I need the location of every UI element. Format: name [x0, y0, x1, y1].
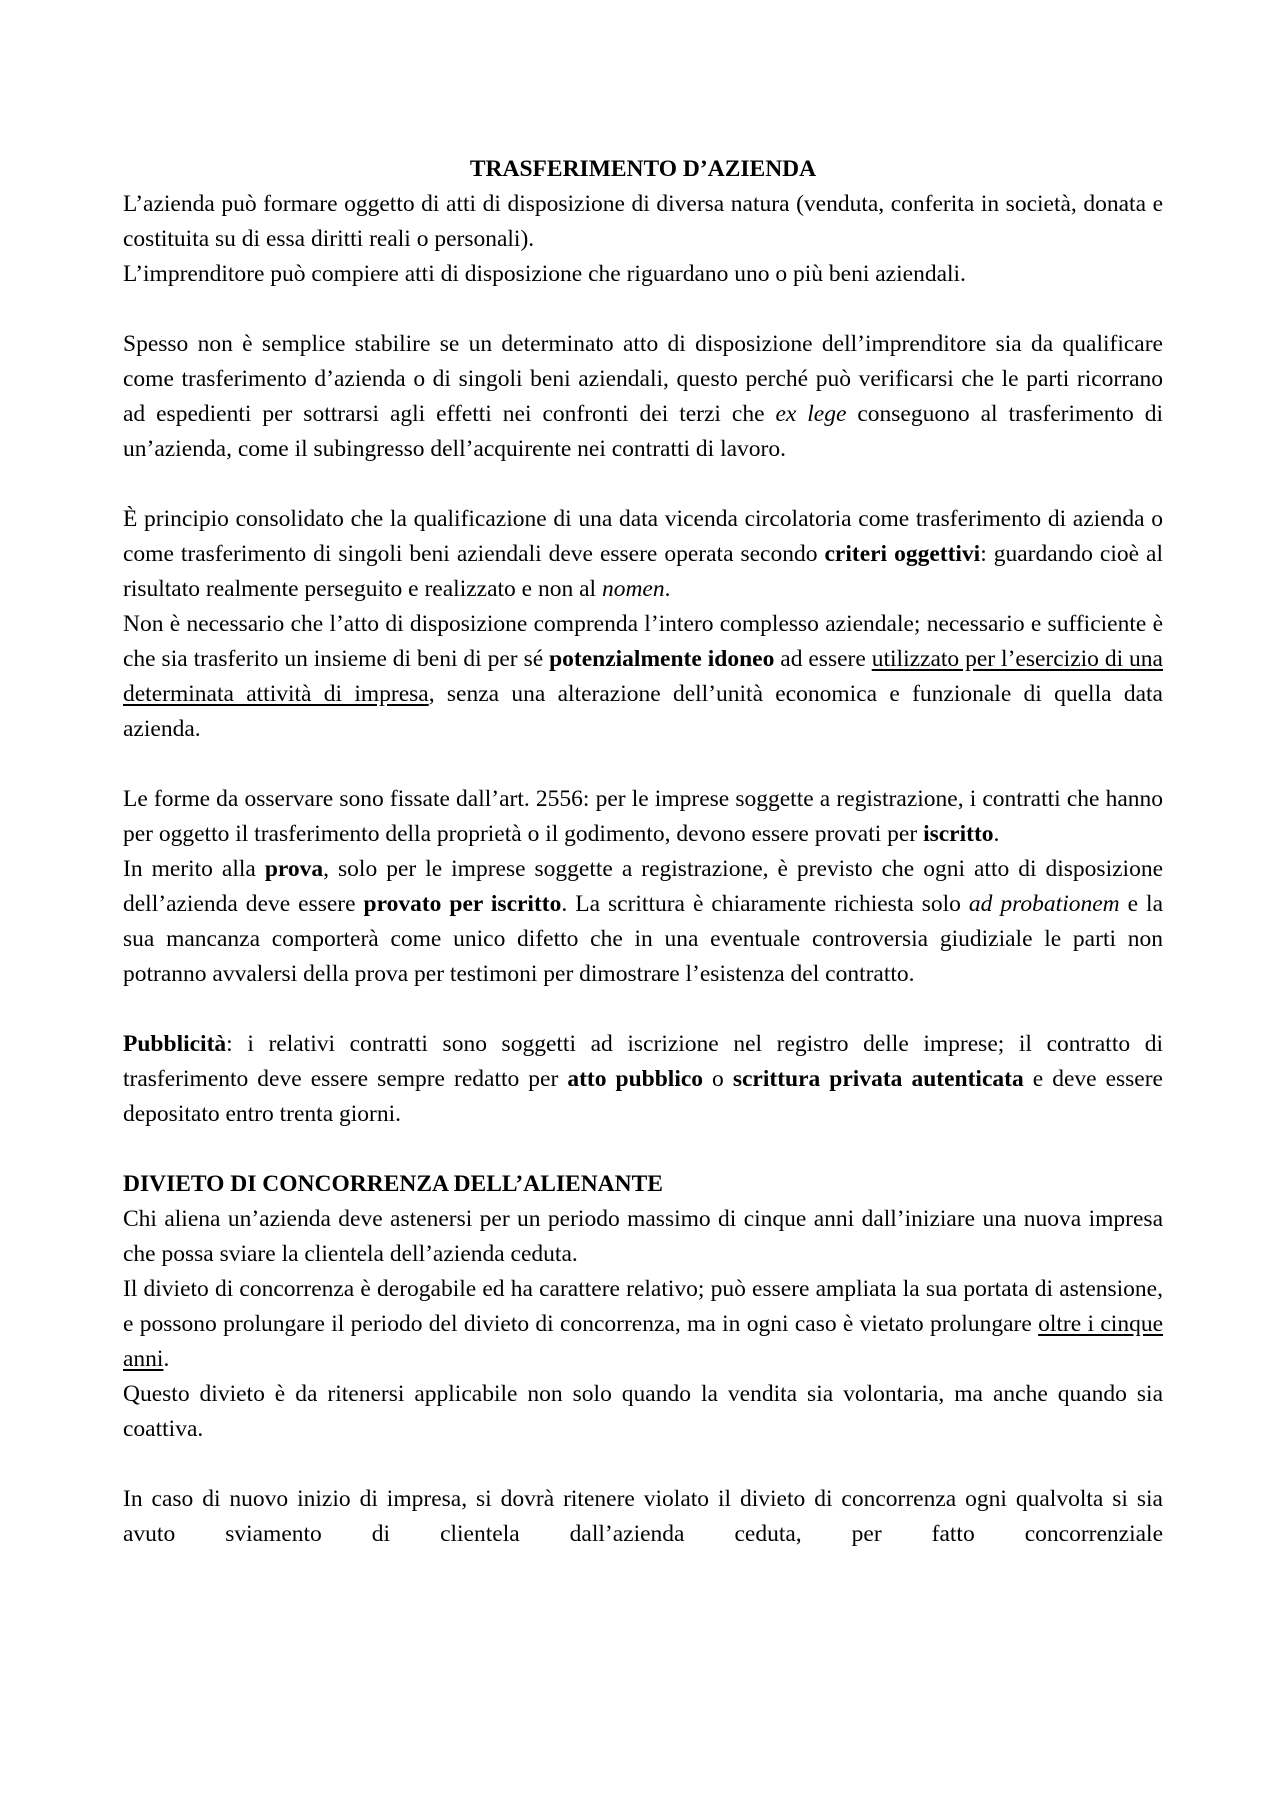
paragraph-1: L’azienda può formare oggetto di atti di disposizione di diversa natura (venduta, conferita in società, donata e costituita su di essa diritti reali o personali).: [123, 191, 1163, 252]
section-heading: DIVIETO DI CONCORRENZA DELL’ALIENANTE: [123, 1171, 663, 1197]
spacer: [123, 747, 1163, 782]
text-run: o: [703, 1066, 733, 1092]
bold-text: criteri oggettivi: [824, 541, 981, 567]
bold-text: atto pubblico: [567, 1066, 704, 1092]
underlined-text: oltre i cinque anni: [123, 1311, 1164, 1372]
paragraph-6: [123, 782, 1163, 852]
bold-text: iscritto: [923, 821, 994, 847]
paragraph-8: [123, 1027, 1163, 1132]
spacer: [123, 292, 1163, 327]
paragraph-11: Questo divieto è da ritenersi applicabile non solo quando la vendita sia volontaria, ma anche quando sia coattiva.: [123, 1381, 1163, 1442]
italic-text: nomen: [601, 576, 665, 602]
document-title: TRASFERIMENTO D’AZIENDA: [469, 156, 817, 182]
bold-text: Pubblicità: [123, 1031, 227, 1057]
spacer: [123, 992, 1163, 1027]
text-run: In merito alla: [123, 856, 265, 882]
text-run: conseguono al trasferimento di un’azienda, come il subingresso dell’acquirente nei contratti di lavoro.: [123, 401, 1163, 462]
paragraph-9: Chi aliena un’azienda deve astenersi per un periodo massimo di cinque anni dall’iniziare una nuova impresa che possa sviare la clientela dell’azienda ceduta.: [123, 1206, 1163, 1267]
paragraph-3: [123, 327, 1163, 467]
text-run: È principio consolidato che la qualificazione di una data vicenda circolatoria come trasferimento di azienda o come trasferimento di singoli beni aziendali deve essere operata secondo: [123, 506, 1163, 567]
text-run: .: [664, 576, 671, 602]
paragraph-12: In caso di nuovo inizio di impresa, si dovrà ritenere violato il divieto di concorrenza ogni qualvolta si sia avuto sviamento di clientela dall’azienda ceduta, per fatto concorrenziale: [123, 1486, 1163, 1547]
text-run: Il divieto di concorrenza è derogabile ed ha carattere relativo; può essere ampliata la sua portata di astensione, e possono prolungare il periodo del divieto di concorrenza, ma in ogni caso è vietato prolungare: [123, 1276, 1163, 1337]
italic-text: ex lege: [775, 401, 847, 427]
document-body: [123, 152, 1163, 1552]
paragraph-2: L’imprenditore può compiere atti di disposizione che riguardano uno o più beni aziendali.: [123, 261, 966, 287]
text-run: . La scrittura è chiaramente richiesta solo: [561, 891, 969, 917]
text-run: , senza una alterazione dell’unità economica e funzionale di quella data azienda.: [123, 681, 1163, 742]
underlined-text: utilizzato per l’esercizio di una determinata attività di impresa: [123, 646, 1163, 707]
bold-text: provato per iscritto: [363, 891, 562, 917]
paragraph-7: [123, 852, 1163, 992]
paragraph-4: [123, 502, 1163, 607]
spacer: [123, 1447, 1163, 1482]
paragraph-10: [123, 1272, 1163, 1377]
bold-text: prova: [264, 856, 324, 882]
text-run: : guardando cioè al risultato realmente perseguito e realizzato e non al: [123, 541, 1163, 602]
text-run: Non è necessario che l’atto di disposizione comprenda l’intero complesso aziendale; necessario e sufficiente è che sia trasferito un insieme di beni di per sé: [123, 611, 1163, 672]
spacer: [123, 467, 1163, 502]
text-run: : i relativi contratti sono soggetti ad iscrizione nel registro delle imprese; il contratto di trasferimento deve essere sempre redatto per: [123, 1031, 1163, 1092]
paragraph-5: [123, 607, 1163, 747]
text-run: ad essere: [774, 646, 872, 672]
text-run: .: [993, 821, 1000, 847]
text-run: Spesso non è semplice stabilire se un determinato atto di disposizione dell’imprenditore sia da qualificare come trasferimento d’azienda o di singoli beni aziendali, questo perché può verificarsi che le parti ricorrano ad espedienti per sottrarsi agli effetti nei confronti dei terzi che: [123, 331, 1163, 427]
bold-text: scrittura privata autenticata: [732, 1066, 1024, 1092]
text-run: e deve essere depositato entro trenta giorni.: [123, 1066, 1163, 1127]
spacer: [123, 1132, 1163, 1167]
text-run: , solo per le imprese soggette a registrazione, è previsto che ogni atto di disposizione dell’azienda deve essere: [123, 856, 1163, 917]
text-run: Le forme da osservare sono fissate dall’art. 2556: per le imprese soggette a registrazione, i contratti che hanno per oggetto il trasferimento della proprietà o il godimento, devono essere provati per: [123, 786, 1163, 847]
text-run: .: [163, 1346, 170, 1372]
bold-text: potenzialmente idoneo: [549, 646, 775, 672]
text-run: e la sua mancanza comporterà come unico difetto che in una eventuale controversia giudiziale le parti non potranno avvalersi della prova per testimoni per dimostrare l’esistenza del contratto.: [123, 891, 1163, 987]
italic-text: ad probationem: [968, 891, 1120, 917]
